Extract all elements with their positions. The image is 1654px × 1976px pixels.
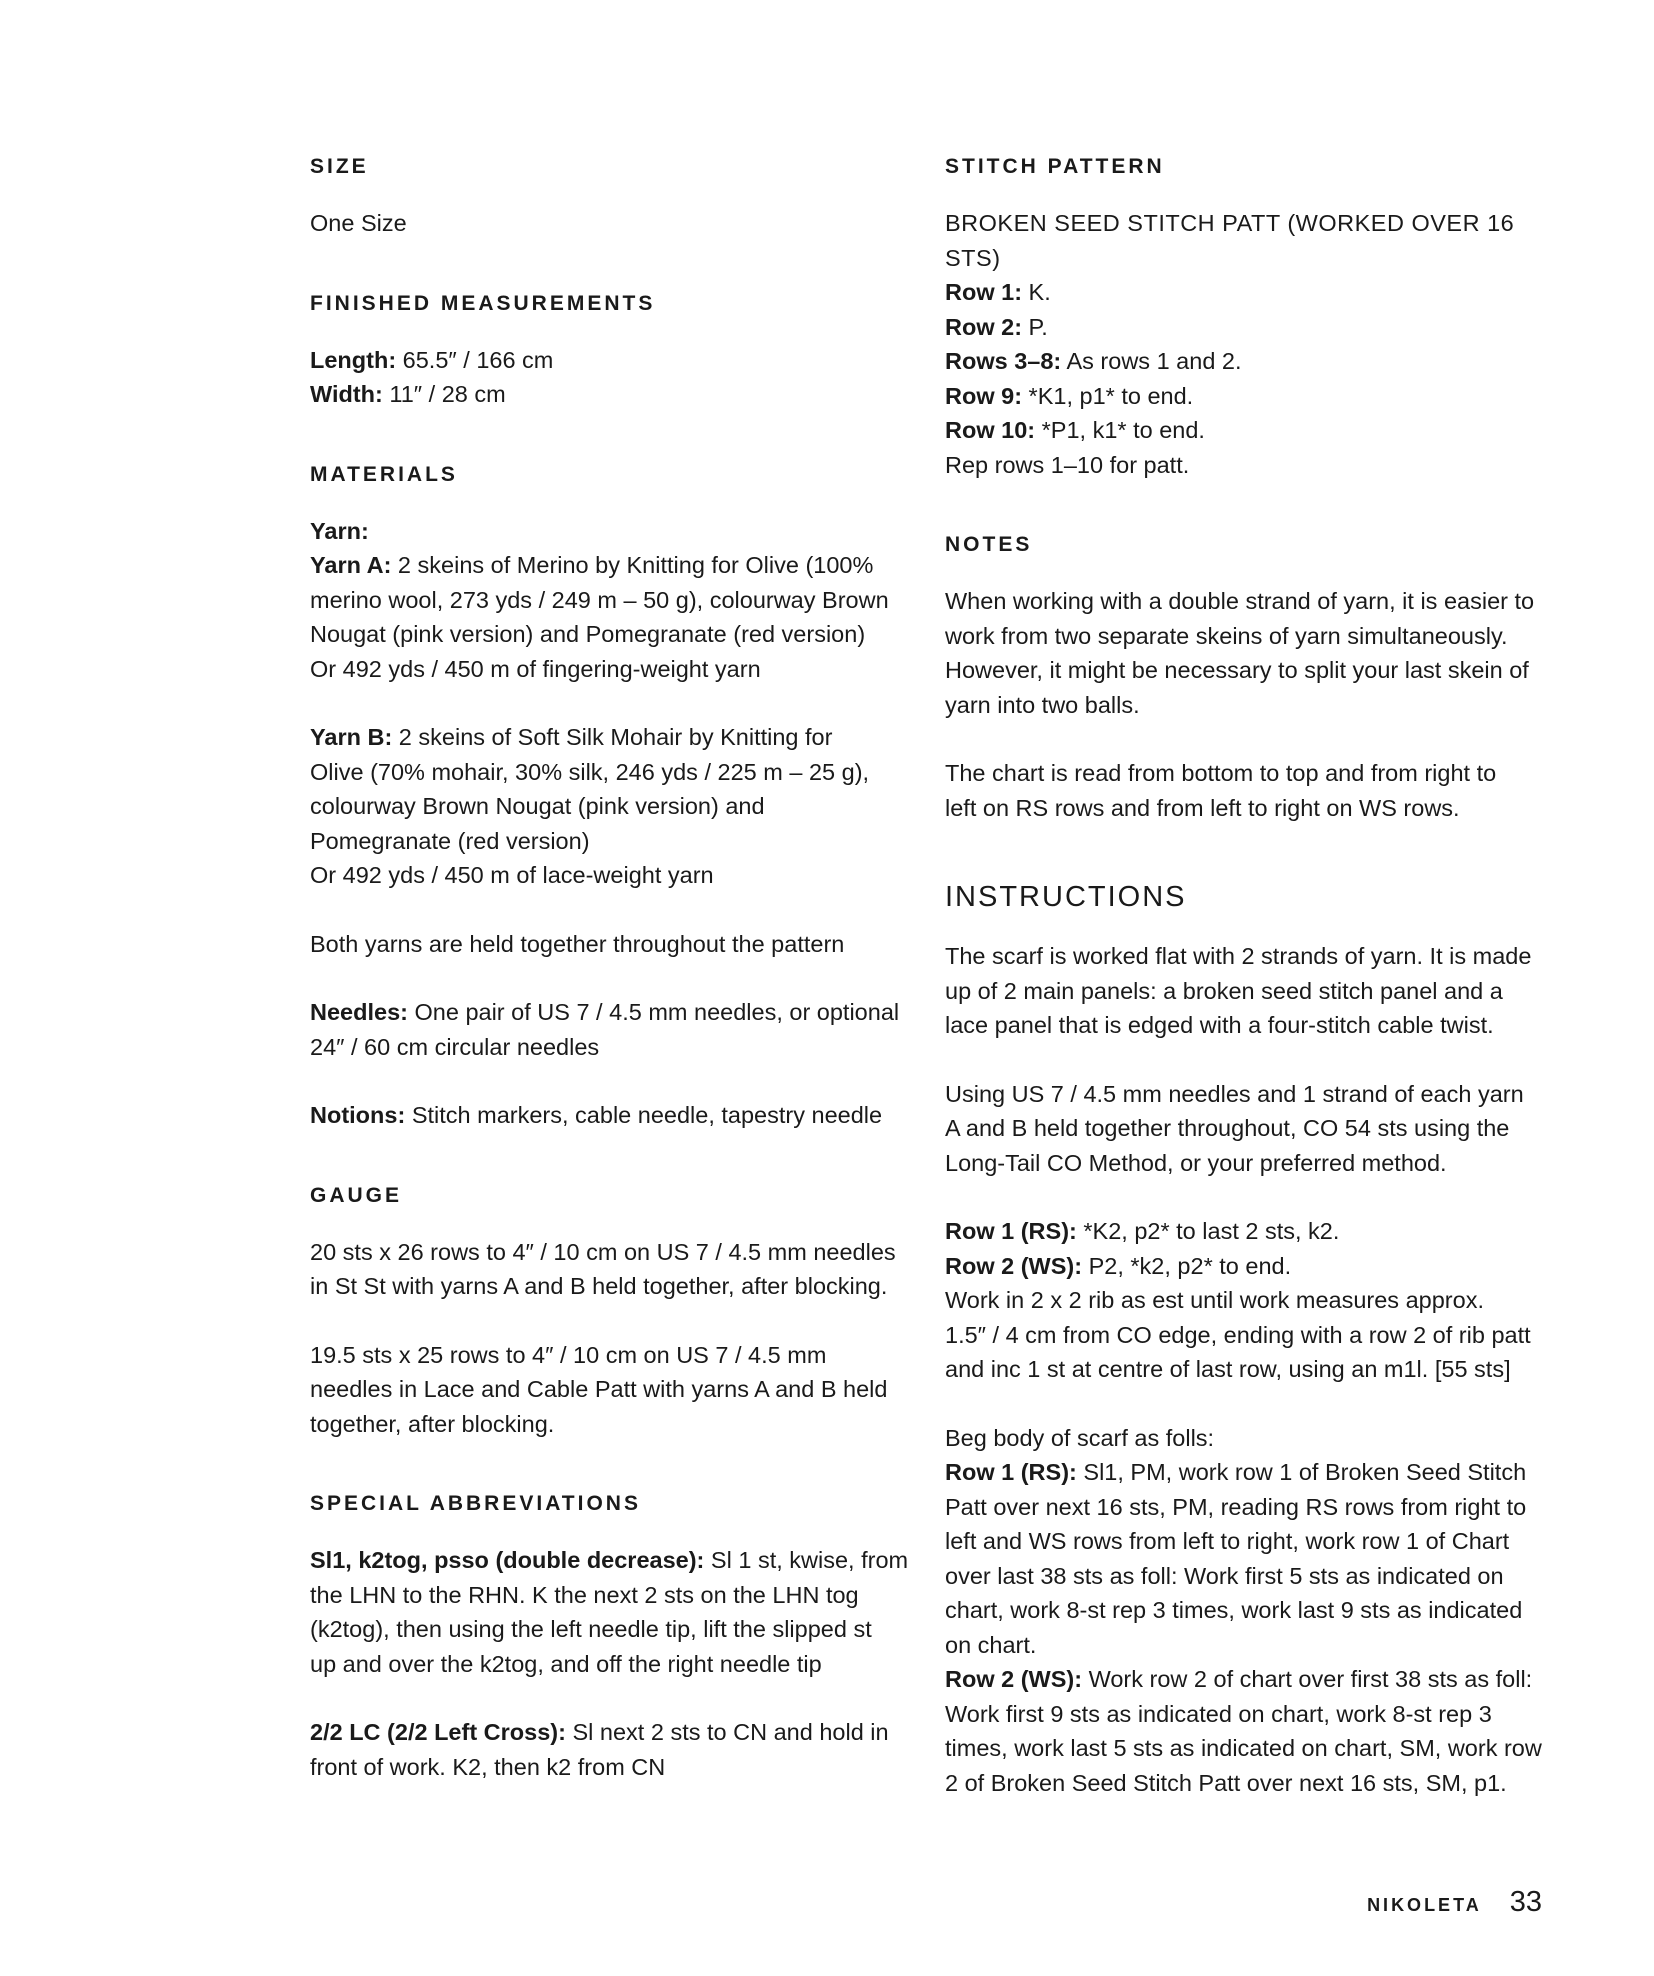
- body-row-line: Patt over next 16 sts, PM, reading RS rows from right to: [945, 1493, 1527, 1520]
- stitch-row-text: P.: [1022, 313, 1048, 340]
- yarn-b-label: Yarn B:: [310, 724, 393, 750]
- instructions-line: up of 2 main panels: a broken seed stitch panel and a: [945, 977, 1503, 1004]
- notes-heading: NOTES: [945, 533, 1033, 556]
- yarn-a-paragraph: [310, 548, 910, 686]
- body-row-label: Row 2 (WS):: [945, 1666, 1083, 1692]
- stitch-row-label: Row 1:: [945, 279, 1023, 305]
- rib-row-text: *K2, p2* to last 2 sts, k2.: [1076, 1218, 1340, 1244]
- body-row-line: Work first 9 sts as indicated on chart, work 8-st rep 3: [945, 1700, 1492, 1727]
- rib-line: 1.5″ / 4 cm from CO edge, ending with a row 2 of rib patt: [945, 1321, 1531, 1348]
- page-footer: [1367, 1885, 1542, 1923]
- stitch-row: [945, 275, 1565, 310]
- body-row-line: chart, work 8-st rep 3 times, work last 9 sts as indicated: [945, 1597, 1523, 1623]
- special-abbreviations-heading: SPECIAL ABBREVIATIONS: [310, 1492, 641, 1515]
- yarn-b-line: Or 492 yds / 450 m of lace-weight yarn: [310, 862, 714, 888]
- yarn-label: Yarn:: [310, 517, 369, 544]
- gauge-line: 20 sts x 26 rows to 4″ / 10 cm on US 7 / 4.5 mm needles: [310, 1238, 896, 1265]
- body-row-line: times, work last 5 sts as indicated on chart, SM, work row: [945, 1735, 1542, 1761]
- body-row-line: 2 of Broken Seed Stitch Patt over next 16 sts, SM, p1.: [945, 1769, 1507, 1796]
- abbreviation-line: Sl next 2 sts to CN and hold in: [565, 1719, 889, 1745]
- yarn-a-line: merino wool, 273 yds / 249 m – 50 g), colourway Brown: [310, 586, 889, 613]
- body-row-label: Row 1 (RS):: [945, 1459, 1077, 1485]
- both-yarns-note: Both yarns are held together throughout the pattern: [310, 930, 845, 957]
- width-value: 11″ / 28 cm: [382, 381, 506, 407]
- notes-paragraph-1: [945, 584, 1565, 722]
- needles-paragraph: [310, 995, 910, 1064]
- instructions-line: A and B held together throughout, CO 54 sts using the: [945, 1115, 1510, 1141]
- stitch-row-label: Row 9:: [945, 382, 1023, 409]
- instructions-line: The scarf is worked flat with 2 strands of yarn. It is made: [945, 943, 1532, 969]
- body-row-line: left and WS rows from left to right, work row 1 of Chart: [945, 1528, 1510, 1554]
- gauge-line: needles in Lace and Cable Patt with yarns A and B held: [310, 1376, 888, 1402]
- abbreviation-label: 2/2 LC (2/2 Left Cross):: [310, 1719, 566, 1745]
- length-line: [310, 343, 910, 378]
- instructions-line: Using US 7 / 4.5 mm needles and 1 strand of each yarn: [945, 1080, 1524, 1107]
- body-row-2: [945, 1662, 1565, 1800]
- rib-row-2: [945, 1249, 1565, 1284]
- yarn-a-line: Nougat (pink version) and Pomegranate (red version): [310, 621, 866, 647]
- yarn-b-line: Olive (70% mohair, 30% silk, 246 yds / 225 m – 25 g),: [310, 758, 870, 785]
- stitch-row-label: Row 2:: [945, 313, 1023, 340]
- instructions-heading: INSTRUCTIONS: [945, 881, 1187, 913]
- notions-value: Stitch markers, cable needle, tapestry needle: [405, 1102, 883, 1128]
- stitch-row: [945, 344, 1565, 379]
- rib-line: Work in 2 x 2 rib as est until work measures approx.: [945, 1287, 1484, 1313]
- stitch-row: [945, 310, 1565, 345]
- needles-line: One pair of US 7 / 4.5 mm needles, or optional: [407, 999, 900, 1025]
- notes-line: work from two separate skeins of yarn simultaneously.: [945, 622, 1508, 649]
- repeat-rows-note: Rep rows 1–10 for patt.: [945, 451, 1190, 478]
- stitch-row-text: *K1, p1* to end.: [1022, 382, 1194, 409]
- notes-line: However, it might be necessary to split your last skein of: [945, 657, 1529, 683]
- footer-pattern-name: NIKOLETA: [1367, 1895, 1482, 1915]
- size-heading: SIZE: [310, 155, 369, 178]
- needles-label: Needles:: [310, 999, 408, 1025]
- instructions-line: lace panel that is edged with a four-stitch cable twist.: [945, 1012, 1494, 1038]
- stitch-pattern-title: BROKEN SEED STITCH PATT (WORKED OVER 16 STS): [945, 210, 1515, 271]
- length-label: Length:: [310, 346, 397, 373]
- abbreviation-label: Sl1, k2tog, psso (double decrease):: [310, 1547, 705, 1573]
- notes-line: left on RS rows and from left to right on WS rows.: [945, 794, 1460, 821]
- stitch-row-text: K.: [1022, 279, 1051, 305]
- stitch-row-label: Rows 3–8:: [945, 348, 1062, 374]
- notes-paragraph-2: [945, 756, 1565, 825]
- abbreviation-line: up and over the k2tog, and off the right needle tip: [310, 1650, 822, 1677]
- abbreviation-left-cross: [310, 1715, 910, 1784]
- page-number: 33: [1509, 1886, 1542, 1918]
- yarn-a-line: 2 skeins of Merino by Knitting for Olive (100%: [391, 552, 874, 578]
- yarn-b-line: Pomegranate (red version): [310, 827, 590, 854]
- rib-row-label: Row 1 (RS):: [945, 1218, 1077, 1244]
- gauge-paragraph-2: [310, 1338, 910, 1442]
- rib-row-label: Row 2 (WS):: [945, 1252, 1083, 1279]
- body-row-line: on chart.: [945, 1631, 1037, 1658]
- begin-body-note: Beg body of scarf as folls:: [945, 1424, 1215, 1451]
- left-column: [310, 150, 910, 1784]
- rib-row-text: P2, *k2, p2* to end.: [1082, 1252, 1292, 1279]
- notions-paragraph: [310, 1098, 910, 1133]
- notes-line: yarn into two balls.: [945, 691, 1140, 718]
- rib-line: and inc 1 st at centre of last row, using an m1l. [55 sts]: [945, 1356, 1511, 1382]
- notes-line: When working with a double strand of yarn, it is easier to: [945, 588, 1535, 614]
- body-row-line: Sl1, PM, work row 1 of Broken Seed Stitch: [1076, 1459, 1527, 1485]
- stitch-row: [945, 379, 1565, 414]
- abbreviation-line: (k2tog), then using the left needle tip, lift the slipped st: [310, 1616, 872, 1642]
- stitch-row: [945, 413, 1565, 448]
- body-row-line: Work row 2 of chart over first 38 sts as foll:: [1082, 1666, 1533, 1692]
- stitch-row-label: Row 10:: [945, 417, 1036, 443]
- abbreviation-line: front of work. K2, then k2 from CN: [310, 1753, 666, 1780]
- finished-measurements-heading: FINISHED MEASUREMENTS: [310, 291, 656, 315]
- rib-row-1: [945, 1214, 1565, 1249]
- gauge-line: in St St with yarns A and B held together, after blocking.: [310, 1273, 888, 1299]
- abbreviation-line: Sl 1 st, kwise, from: [704, 1547, 909, 1573]
- rib-paragraph: [945, 1283, 1565, 1387]
- yarn-b-line: 2 skeins of Soft Silk Mohair by Knitting for: [392, 724, 833, 750]
- yarn-b-paragraph: [310, 720, 910, 893]
- gauge-line: 19.5 sts x 25 rows to 4″ / 10 cm on US 7 / 4.5 mm: [310, 1341, 827, 1368]
- stitch-row-text: *P1, k1* to end.: [1035, 417, 1205, 443]
- instructions-line: Long-Tail CO Method, or your preferred method.: [945, 1149, 1447, 1176]
- body-row-1: [945, 1455, 1565, 1662]
- abbreviation-double-decrease: [310, 1543, 910, 1681]
- size-value: One Size: [310, 210, 407, 236]
- needles-line: 24″ / 60 cm circular needles: [310, 1033, 600, 1060]
- materials-heading: MATERIALS: [310, 462, 458, 486]
- yarn-b-line: colourway Brown Nougat (pink version) and: [310, 793, 765, 819]
- stitch-pattern-heading: STITCH PATTERN: [945, 155, 1165, 178]
- notions-label: Notions:: [310, 1102, 406, 1128]
- abbreviation-line: the LHN to the RHN. K the next 2 sts on the LHN tog: [310, 1581, 859, 1608]
- yarn-a-line: Or 492 yds / 450 m of fingering-weight yarn: [310, 655, 761, 682]
- width-line: [310, 377, 910, 412]
- right-column: [945, 150, 1565, 1800]
- yarn-label-line: [310, 514, 910, 549]
- length-value: 65.5″ / 166 cm: [396, 346, 554, 373]
- stitch-row-text: As rows 1 and 2.: [1061, 348, 1242, 374]
- width-label: Width:: [310, 381, 383, 407]
- instructions-paragraph-1: [945, 939, 1565, 1043]
- instructions-paragraph-2: [945, 1077, 1565, 1181]
- gauge-paragraph-1: [310, 1235, 910, 1304]
- gauge-heading: GAUGE: [310, 1183, 403, 1207]
- yarn-a-label: Yarn A:: [310, 552, 392, 578]
- body-row-line: over last 38 sts as foll: Work first 5 sts as indicated on: [945, 1562, 1504, 1589]
- gauge-line: together, after blocking.: [310, 1410, 555, 1437]
- notes-line: The chart is read from bottom to top and from right to: [945, 760, 1497, 786]
